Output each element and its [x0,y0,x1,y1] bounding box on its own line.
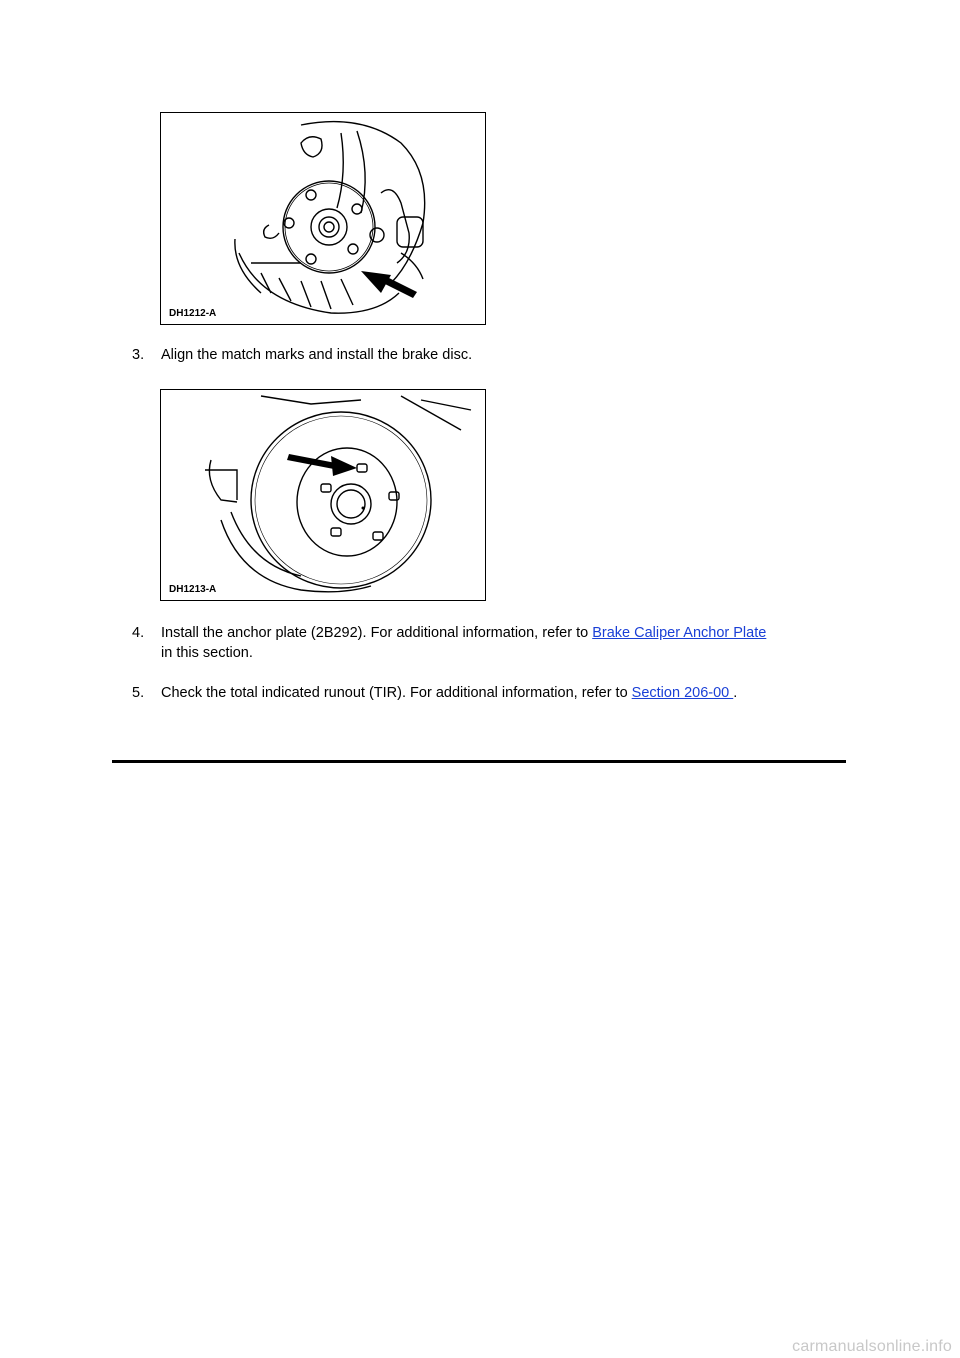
figure-hub-illustration [160,112,486,325]
brake-disc-drawing [161,390,485,600]
step-text [161,683,852,703]
figure-disc-illustration [160,389,486,601]
hub-shield-drawing [161,113,485,324]
step-3 [132,345,852,365]
step-text-before: Check the total indicated runout (TIR). For additional information, refer to [161,685,632,701]
section-divider [112,760,846,763]
step-4 [132,623,852,663]
step-text-before: Install the anchor plate (2B292). For additional information, refer to [161,625,593,641]
brake-caliper-anchor-plate-link[interactable]: Brake Caliper Anchor Plate [592,625,767,641]
step-number: 3. [132,347,145,363]
step-text-after: in this section. [161,645,253,661]
watermark: carmanualsonline.info [792,1338,952,1355]
section-206-00-link[interactable]: Section 206-00 [631,685,734,701]
step-text [161,623,852,663]
step-number: 5. [132,685,145,701]
step-5 [132,683,852,703]
figure-label: DH1213-A [169,584,217,595]
figure-label: DH1212-A [169,308,217,319]
step-text: Align the match marks and install the brake disc. [161,347,473,363]
step-text-after: . [733,685,738,701]
step-number: 4. [132,625,145,641]
